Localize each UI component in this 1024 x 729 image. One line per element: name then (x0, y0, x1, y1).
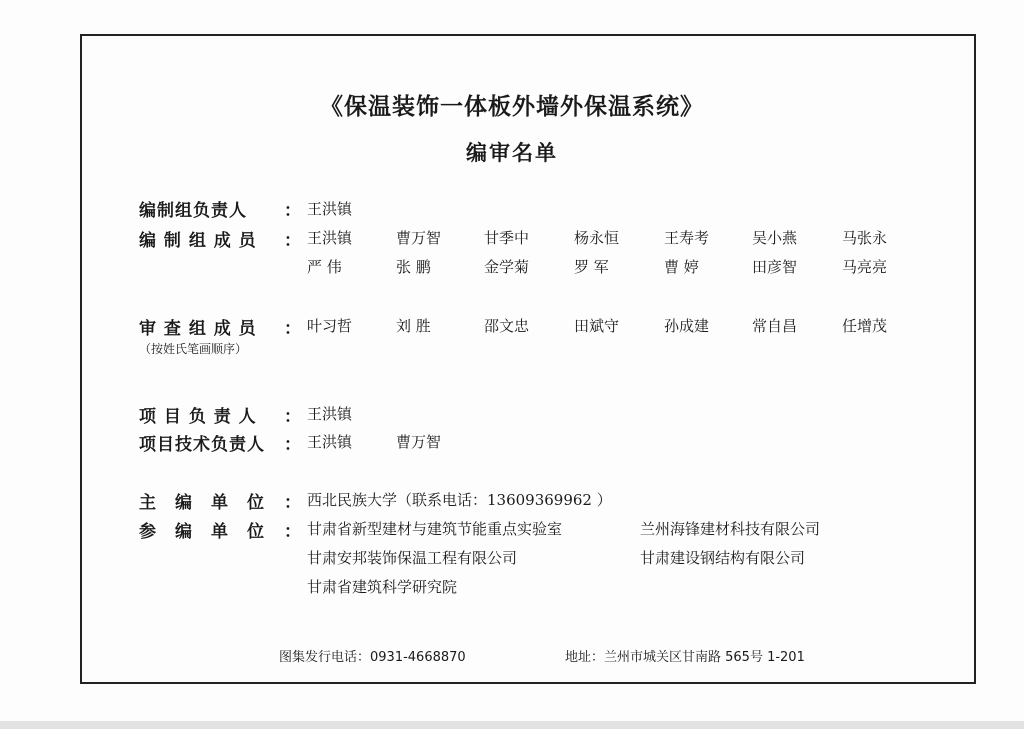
chief-unit-label: 主 编 单 位 (139, 493, 265, 513)
document-subtitle: 编审名单 (466, 141, 558, 165)
document-frame (80, 34, 976, 684)
member-name: 曹 婷 (664, 258, 699, 276)
colon: ： (284, 522, 301, 542)
member-name: 马张永 (842, 229, 888, 247)
tech-leader-name: 曹万智 (396, 433, 442, 451)
project-leader-name: 王洪镇 (307, 405, 353, 423)
member-name: 吴小燕 (752, 229, 798, 247)
member-name: 严 伟 (307, 258, 342, 276)
footer-address: 地址：兰州市城关区甘南路 565号 1-201 (565, 650, 805, 665)
reviewer-name: 田斌守 (574, 317, 620, 335)
co-units-label: 参 编 单 位 (139, 522, 265, 542)
reviewer-name: 常自昌 (752, 317, 798, 335)
reviewers-label: 审 查 组 成 员 (139, 319, 257, 339)
member-name: 杨永恒 (574, 229, 620, 247)
colon: ： (284, 493, 301, 513)
members-label: 编 制 组 成 员 (139, 231, 257, 251)
co-unit: 甘肃省新型建材与建筑节能重点实验室 (307, 520, 563, 538)
member-name: 金学菊 (484, 258, 530, 276)
co-unit: 兰州海锋建材科技有限公司 (640, 520, 821, 538)
tech-leader-name: 王洪镇 (307, 433, 353, 451)
reviewers-note: （按姓氏笔画顺序） (139, 342, 248, 356)
leader-label: 编制组负责人 (139, 201, 247, 221)
member-name: 马亮亮 (842, 258, 888, 276)
co-unit: 甘肃省建筑科学研究院 (307, 578, 458, 596)
member-name: 田彦智 (752, 258, 798, 276)
member-name: 曹万智 (396, 229, 442, 247)
colon: ： (284, 407, 301, 427)
footer-phone: 图集发行电话：0931-4668870 (279, 650, 466, 665)
co-unit: 甘肃建设钢结构有限公司 (640, 549, 806, 567)
member-name: 王洪镇 (307, 229, 353, 247)
tech-leader-label: 项目技术负责人 (139, 435, 265, 455)
chief-unit-value: 西北民族大学（联系电话：13609369962 ） (307, 491, 612, 509)
project-leader-label: 项 目 负 责 人 (139, 407, 257, 427)
scan-edge (0, 721, 1024, 729)
reviewer-name: 任增茂 (842, 317, 888, 335)
member-name: 张 鹏 (396, 258, 431, 276)
member-name: 王寿考 (664, 229, 710, 247)
co-unit: 甘肃安邦装饰保温工程有限公司 (307, 549, 518, 567)
colon: ： (284, 435, 301, 455)
reviewer-name: 刘 胜 (396, 317, 431, 335)
reviewer-name: 孙成建 (664, 317, 710, 335)
document-title: 《保温装饰一体板外墙外保温系统》 (320, 94, 704, 120)
colon: ： (284, 319, 301, 339)
leader-name: 王洪镇 (307, 200, 353, 218)
colon: ： (284, 201, 301, 221)
reviewer-name: 叶习哲 (307, 317, 353, 335)
member-name: 甘季中 (484, 229, 530, 247)
colon: ： (284, 231, 301, 251)
member-name: 罗 军 (574, 258, 609, 276)
reviewer-name: 邵文忠 (484, 317, 530, 335)
